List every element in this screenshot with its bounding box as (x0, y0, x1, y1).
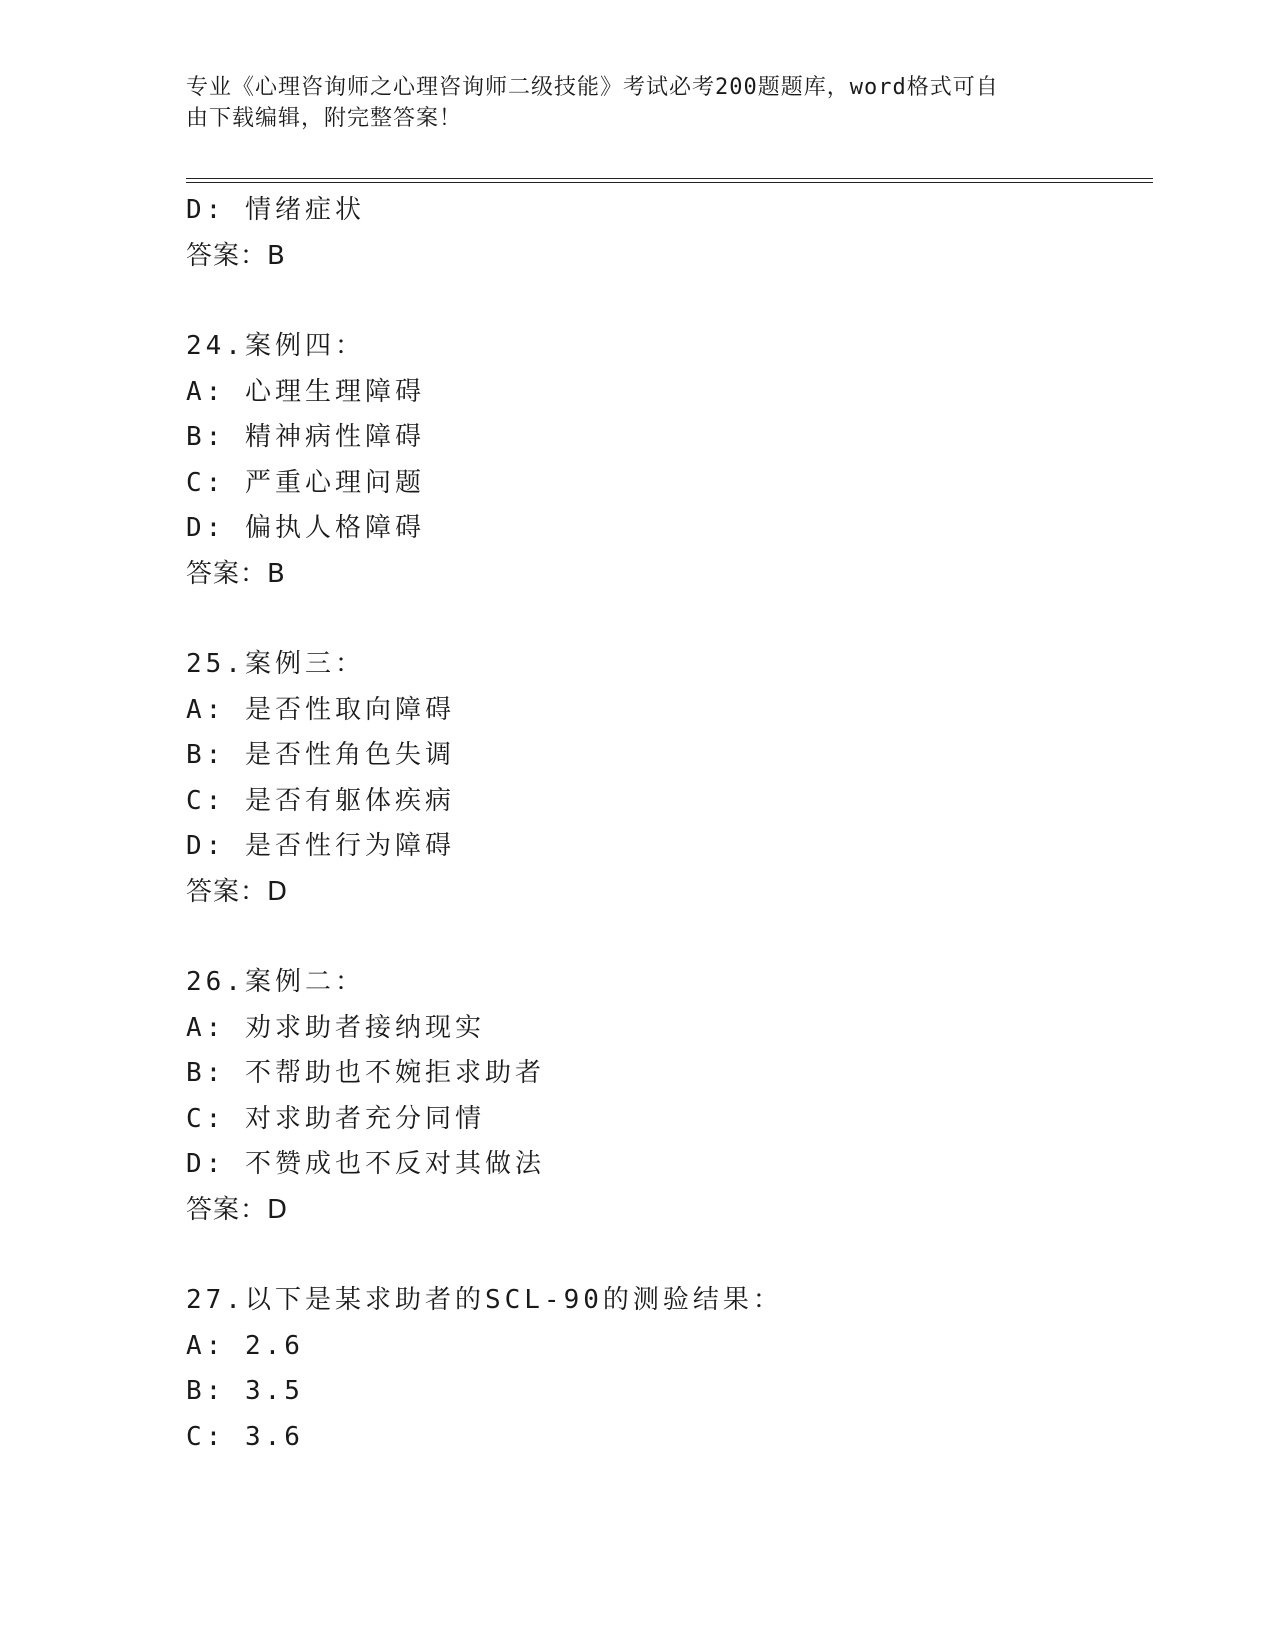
option-a: A: 是否性取向障碍 (186, 694, 455, 725)
spacer (186, 1233, 1146, 1278)
spacer (186, 597, 1146, 642)
option-d: D: 是否性行为障碍 (186, 831, 455, 861)
option-b: B: 3.5 (186, 1376, 304, 1406)
option-b: B: 不帮助也不婉拒求助者 (186, 1058, 545, 1088)
question-block-previous (186, 188, 1146, 279)
option-a: A: 2.6 (186, 1330, 304, 1361)
option-a: A: 劝求助者接纳现实 (186, 1012, 485, 1043)
option-d: D: 不赞成也不反对其做法 (186, 1149, 545, 1179)
option-c: C: 是否有躯体疾病 (186, 785, 455, 816)
answer-line: 答案：D (186, 1194, 289, 1225)
option-c: C: 3.6 (186, 1421, 304, 1452)
option-d: D: 偏执人格障碍 (186, 513, 425, 543)
answer-line: 答案：B (186, 240, 286, 271)
document-header (186, 72, 1086, 134)
option-c: C: 严重心理问题 (186, 467, 425, 498)
question-block-26 (186, 960, 1146, 1233)
option-b: B: 是否性角色失调 (186, 740, 455, 770)
answer-line: 答案：D (186, 876, 289, 907)
option-c: C: 对求助者充分同情 (186, 1103, 485, 1134)
header-line-1: 专业《心理咨询师之心理咨询师二级技能》考试必考200题题库，word格式可自 (186, 75, 999, 100)
header-line-2: 由下载编辑，附完整答案！ (186, 106, 463, 131)
question-stem: 25.案例三： (186, 649, 365, 679)
question-block-27 (186, 1278, 1146, 1460)
question-stem: 27.以下是某求助者的SCL-90的测验结果： (186, 1285, 783, 1315)
answer-line: 答案：B (186, 558, 286, 589)
option-d: D: 情绪症状 (186, 195, 365, 225)
question-block-24 (186, 324, 1146, 597)
spacer (186, 279, 1146, 324)
option-a: A: 心理生理障碍 (186, 376, 425, 407)
header-double-rule (186, 178, 1153, 183)
spacer (186, 915, 1146, 960)
question-stem: 24.案例四： (186, 331, 365, 361)
question-list (186, 188, 1146, 1460)
question-block-25 (186, 642, 1146, 915)
question-stem: 26.案例二： (186, 967, 365, 997)
option-b: B: 精神病性障碍 (186, 422, 425, 452)
